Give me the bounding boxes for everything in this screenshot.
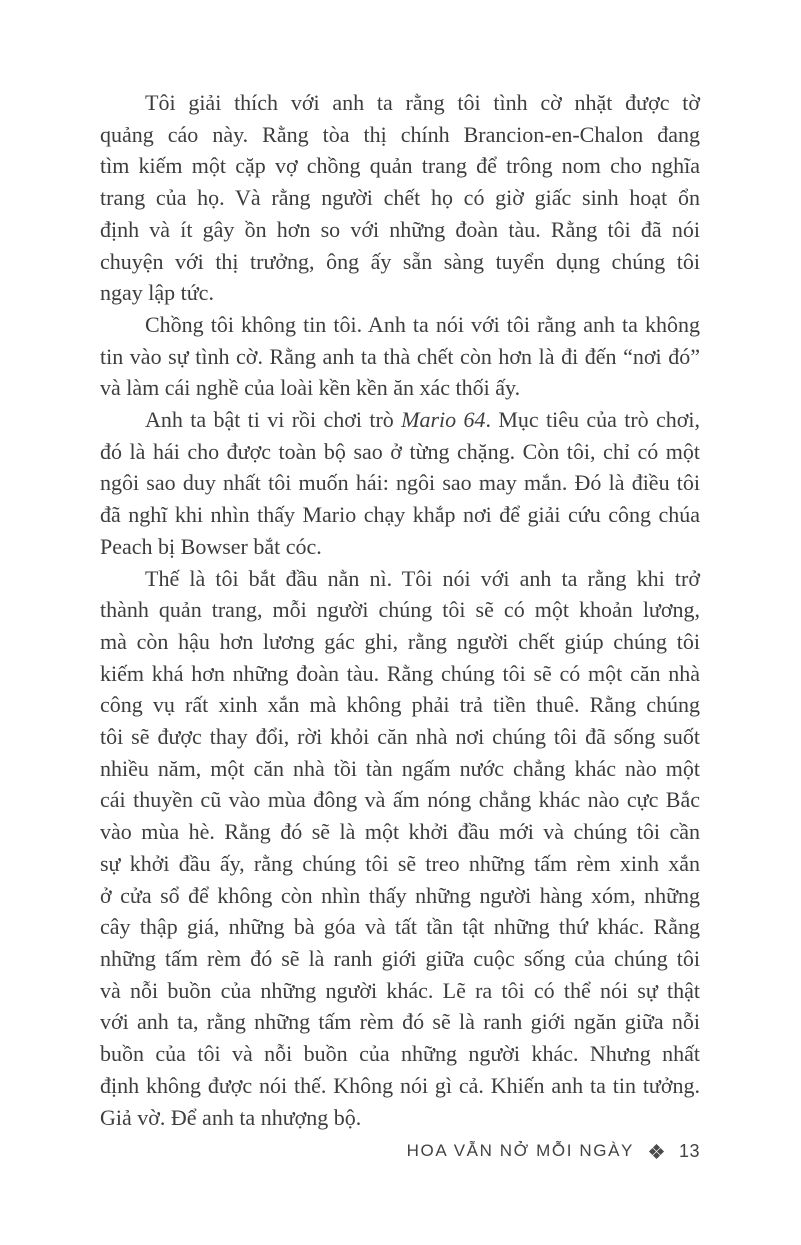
text-line: ngôi sao duy nhất tôi muốn hái: ngôi sao may mắn. Đó là điều tôi: [100, 470, 700, 496]
paragraph: [100, 87, 700, 309]
page-footer: [100, 1139, 700, 1163]
text-line: Peach bị Bowser bắt cóc.: [100, 533, 322, 559]
text-line: thành quản trang, mỗi người chúng tôi sẽ có một khoản lương,: [100, 597, 700, 623]
text-line: Anh ta bật ti vi rồi chơi trò Mario 64. Mục tiêu của trò chơi,: [145, 407, 701, 433]
text-line: quảng cáo này. Rằng tòa thị chính Brancion-en-Chalon đang: [100, 121, 700, 147]
text-line: ở cửa sổ để không còn nhìn thấy những người hàng xóm, những: [100, 882, 700, 908]
text-line: những tấm rèm đó sẽ là ranh giới giữa cuộc sống của chúng tôi: [100, 945, 700, 971]
text-line: Thế là tôi bắt đầu nằn nì. Tôi nói với anh ta rằng khi trở: [145, 565, 700, 591]
text-line: cái thuyền cũ vào mùa đông và ấm nóng chẳng khác nào cực Bắc: [100, 787, 700, 813]
text-line: kiếm khá hơn những đoàn tàu. Rằng chúng tôi sẽ có một căn nhà: [100, 660, 700, 686]
text-line: và nỗi buồn của những người khác. Lẽ ra tôi có thể nói sự thật: [100, 977, 700, 1003]
text-line: định không được nói thế. Không nói gì cả. Khiến anh ta tin tưởng.: [100, 1072, 700, 1098]
paragraph: [100, 404, 700, 563]
page-text: [100, 87, 700, 1133]
text-line: trang của họ. Và rằng người chết họ có giờ giấc sinh hoạt ổn: [100, 185, 700, 211]
text-line: sự khởi đầu ấy, rằng chúng tôi sẽ treo những tấm rèm xinh xắn: [100, 850, 700, 876]
text-line: và làm cái nghề của loài kền kền ăn xác thối ấy.: [100, 375, 521, 401]
text-line: tìm kiếm một cặp vợ chồng quản trang để trông nom cho nghĩa: [100, 153, 700, 179]
text-line: ngay lập tức.: [100, 280, 214, 306]
text-line: chuyện với thị trưởng, ông ấy sẵn sàng tuyển dụng chúng tôi: [100, 248, 700, 274]
page-number: 13: [678, 1140, 700, 1161]
text-line: Giả vờ. Để anh ta nhượng bộ.: [100, 1104, 362, 1130]
text-line: đó là hái cho được toàn bộ sao ở từng chặng. Còn tôi, chỉ có một: [100, 438, 700, 464]
text-line: cây thập giá, những bà góa và tất tần tật những thứ khác. Rằng: [100, 914, 700, 940]
text-line: vào mùa hè. Rằng đó sẽ là một khởi đầu mới và chúng tôi cần: [100, 819, 700, 845]
book-title: HOA VẪN NỞ MỖI NGÀY: [406, 1141, 634, 1160]
text-line: mà còn hậu hơn lương gác ghi, rằng người chết giúp chúng tôi: [100, 628, 700, 654]
text-line: nhiều năm, một căn nhà tồi tàn ngấm nước chẳng khác nào một: [100, 755, 700, 781]
text-line: đã nghĩ khi nhìn thấy Mario chạy khắp nơi để giải cứu công chúa: [100, 502, 700, 528]
text-line: Chồng tôi không tin tôi. Anh ta nói với tôi rằng anh ta không: [145, 311, 700, 337]
text-line: với anh ta, rằng những tấm rèm đó sẽ là ranh giới ngăn giữa nỗi: [100, 1009, 700, 1035]
text-line: Tôi giải thích với anh ta rằng tôi tình cờ nhặt được tờ: [145, 90, 700, 115]
diamond-ornament-icon: [650, 1145, 663, 1158]
text-line: tôi sẽ được thay đổi, rời khỏi căn nhà nơi chúng tôi đã sống suốt: [100, 724, 700, 750]
text-line: buồn của tôi và nỗi buồn của những người khác. Nhưng nhất: [100, 1041, 700, 1067]
text-line: công vụ rất xinh xắn mà không phải trả tiền thuê. Rằng chúng: [100, 692, 700, 718]
paragraph: [100, 309, 700, 404]
text-line: tin vào sự tình cờ. Rằng anh ta thà chết còn hơn là đi đến “nơi đó”: [100, 343, 700, 369]
paragraph: [100, 563, 700, 1134]
text-line: định và ít gây ồn hơn so với những đoàn tàu. Rằng tôi đã nói: [100, 216, 700, 242]
